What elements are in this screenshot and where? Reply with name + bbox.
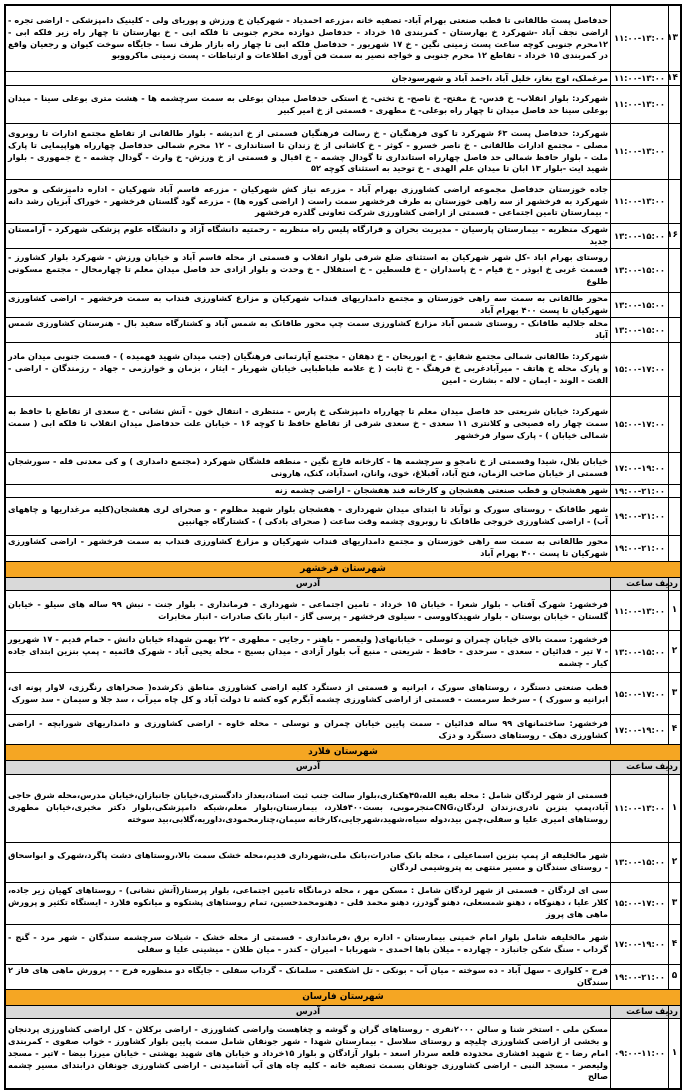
table-row xyxy=(6,452,681,484)
col-header-num: ردیف xyxy=(669,577,681,590)
outage-schedule-page xyxy=(4,4,682,1090)
table-row xyxy=(6,124,681,180)
time-range: ۰۹:۰۰-۱۱:۰۰ xyxy=(611,1019,669,1089)
row-number xyxy=(669,292,681,317)
section-header-row xyxy=(6,745,681,761)
table-row xyxy=(6,72,681,86)
address-text: محور طالقانی به سمت سه راهی خوزستان و مجتمع دامداریهای قنداب شهرکیان و مزارع کشاورزی قنداب به سمت فرخشهر - اراضی کشاورزی شهرکیان تا پست ۴۰۰ بهرام آباد xyxy=(6,292,611,317)
time-range: ۱۳:۰۰-۱۵:۰۰ xyxy=(611,631,669,673)
address-text: قطب صنعتی دستگرد ، روستاهای سورک ، ابرانیه و قسمتی از دستگرد کلیه اراضی کشاورزی مناطق ذکرشده( صحراهای رنگرزی، لاوار پونه ای، ابرانیه و سورک ) - سرخط سرمست - قسمتی از اراضی کشاورزی چشمه آبگرم کوه کشه تا دولت آباد و کل چاه میرآب ، سد جلا و سیمان - سد سورک xyxy=(6,673,611,715)
time-range: ۱۳:۰۰-۱۵:۰۰ xyxy=(611,842,669,882)
address-text: فرح - کلواری - سهل آباد - ده سوخته - میان آب - بونکی - تل اشکفتی - سلمانک - گرداب سفلی - جایگاه دو منظوره فرح - - پرورش ماهی های فاز ۲ سندگان xyxy=(6,964,611,989)
time-range: ۱۹:۰۰-۲۱:۰۰ xyxy=(611,497,669,535)
row-number xyxy=(669,535,681,561)
row-number: ۱۴ xyxy=(669,72,681,86)
time-range: ۱۱:۰۰-۱۳:۰۰ xyxy=(611,591,669,631)
table-row xyxy=(6,497,681,535)
schedule-table xyxy=(5,5,681,1089)
col-header-address: آدرس xyxy=(6,761,611,774)
address-text: روستای بهرام اباد -کل شهر شهرکیان به استثنای ضلع شرقی بلوار انقلاب و قسمتی از محله قاسم آباد و خیابان ورزش - شهرکرد بلوار کشاورز - قسمت غربی خ ابوذر - خ قیام - خ پاسداران - خ فلسطین - خ استقلال - خ وحدت و بلوار ازادی حد فاصل میدان معلم تا چهارمحال - مجتمع مسکونی طلوع xyxy=(6,248,611,292)
table-row xyxy=(6,180,681,224)
col-header-time: ساعت xyxy=(611,761,669,774)
address-text: شهر طاقانک - روستای سورک و نوآباد تا ابتدای میدان شهرداری - هفشجان بلوار شهید مظلوم - و صحرای لری هفشجان(کلیه مرغداریها و چاههای آب) - اراضی کشاورزی خروجی طاقانک تا روبروی چشمه وقت ساعت ( صحرای بادکی ) - کشتارگاه جهانبین xyxy=(6,497,611,535)
row-number: ۳ xyxy=(669,673,681,715)
table-row xyxy=(6,673,681,715)
row-number: ۱ xyxy=(669,1019,681,1089)
time-range: ۱۱:۰۰-۱۳:۰۰ xyxy=(611,124,669,180)
row-number: ۳ xyxy=(669,882,681,924)
table-row xyxy=(6,631,681,673)
col-header-num: ردیف xyxy=(669,1005,681,1018)
address-text: مسکن ملی - استخر شنا و سالن ۲۰۰۰نفری - روستاهای گران و گوشه و چغاهست واراضی کشاورزی - اراضی برکلان - کل اراضی کشاورزی پردنجان و بخشی از اراضی کشاورزی چلیچه و روستای سلاسل - بیمارستان شهدا - شهر جونقان شامل سمت پایین بلوار کشاورز - خواب صفوی - کمربندی امام رضا - خ شهید افشاری محدوده قلعه سردار اسعد - بلوار آزادگان و بلوار ۱۵خرداد و خیابان های شهید بهشتی - خیابان میرزا بیضا - ۷تیر - مسجد ولیعصر - مسجد النبی - اراضی کشاورزی جونقان بسمت تصفیه خانه - کلیه چاه های آب آشامیدنی - اراضی کشاورزی جونقان درابتدای مسیر چشمه صالح xyxy=(6,1019,611,1089)
row-number: ۱ xyxy=(669,591,681,631)
table-row xyxy=(6,396,681,452)
table-row xyxy=(6,715,681,745)
time-range: ۱۵:۰۰-۱۷:۰۰ xyxy=(611,673,669,715)
section-header-row xyxy=(6,989,681,1005)
time-range: ۱۳:۰۰-۱۵:۰۰ xyxy=(611,248,669,292)
table-row xyxy=(6,774,681,842)
row-number: ۱۶ xyxy=(669,224,681,249)
address-text: خیابان بلال، شیدا وقسمتی از خ نامجو و سرچشمه ها - کارخانه قارچ نگین - منطقه فلشگان شهرکرد (مجتمع دامداری ) و کی معدنی قله - سورشجان قسمتی از خیابان صاحب الزمان، فتح آباد، آقبلاغ، خوی، وانان، اسدآباد، کنک، هارونی xyxy=(6,452,611,484)
address-text: شهرکرد: خیابان شریعتی حد فاصل میدان معلم تا چهارراه دامپزشکی خ پارس - منتظری - انتقال خون - آتش نشانی - خ سعدی از تقاطع با حافظ به سمت چهار راه فصیحی و کلانتری ۱۱ سعدی - خ سعدی شرقی از تقاطع حافظ تا کوچه ۱۶ - خیابان علت حدفاصل میدان انقلاب تا فلکه ابی ( سمت شمالی خیابان ) - پارک سوار فرخشهر xyxy=(6,396,611,452)
row-number: ۱۳ xyxy=(669,6,681,72)
table-row xyxy=(6,292,681,317)
address-text: سی ای لردگان - قسمتی از شهر لردگان شامل : مسکن مهر ، محله درمانگاه تامین اجتماعی، بلوار پرستار(آتش نشانی) - روستاهای کهیان زیر جاده، کلار علیا ، دهنوکاه ، دهنو شمسعلی، دهنو گودرز، دهنو محمد قلی - دهنومحمدحسین، تمام روستاهای پشتکوه و میانکوه فلارد - ایستگاه تکثیر و پرورش ماهی های پروز xyxy=(6,882,611,924)
column-header-row xyxy=(6,577,681,590)
section-header-row xyxy=(6,561,681,577)
address-text: شهر مالخلیفه شامل بلوار امام خمینی بیمارستان - اداره برق ،فرمانداری - قسمتی از محله خشک - شیلات سرچشمه سندگان - شهر مرد - گنج - گرداب - سنگ شکن جانبازد - چهارده - میلان باها احمدی - شهربابا - امیران - کندر - میان طلان - میشینی علیا و سفلی xyxy=(6,924,611,964)
row-number xyxy=(669,484,681,497)
time-range: ۱۷:۰۰-۱۹:۰۰ xyxy=(611,715,669,745)
section-title: شهرستان فرخشهر xyxy=(6,561,681,577)
col-header-num: ردیف xyxy=(669,761,681,774)
address-text: حدفاصل پست طالقانی تا قطب صنعتی بهرام آباد- تصفیه خانه ،مزرعه احمدیاد - شهرکیان خ ورزش و پوریای ولی - کلینیک دامپزشکی - اراضی تجره - اراضی نجف آباد -شهرکرد خ بهارستان - کمربندی ۱۵ خرداد - حدفاصل دوازده محرم جنوبی تا فلکه ابی - خ بهارستان تا چهار راه زیر فلکه ابی - ۱۲محرم جنوبی کوچه ساعت پست زمینی نگین - خ ۱۷ شهریور - حدفاصل فلکه ابی تا چهار راه بازار طرف نسا - جایگاه سوخت کیوان و رجعیان واقع در کمربندی ۱۵ خرداد - تقاطع ۱۲ محرم جنوبی و خواجه نصیر به سمت فن آوری اطلاعات و ارتباطات - پست زمینی ماکرووبو xyxy=(6,6,611,72)
address-text: فرخشهر: ساختمانهای ۹۹ ساله فدائیان - سمت پایین خیابان چمران و توسلی - محله خاوه - اراضی کشاورزی و دامداریهای شورابچه - اراضی کشاورزی دهک - روستاهای دستگرد و دزک xyxy=(6,715,611,745)
row-number xyxy=(669,86,681,124)
section-title: شهرستان فارسان xyxy=(6,989,681,1005)
time-range: ۱۳:۰۰-۱۵:۰۰ xyxy=(611,292,669,317)
table-row xyxy=(6,86,681,124)
time-range: ۱۵:۰۰-۱۷:۰۰ xyxy=(611,882,669,924)
address-text: قسمتی از شهر لردگان شامل : محله بقیه الله،۴۵هکتاری،بلوار سالت جنب ثبت اسناد،بعداز دادگستری،خیابان جانبازان،خیابان مدرس،محله شرق حاجی آباد،پمپ بنزین نادری،زندان لردگان،CNGمنجرمویی، بست۴۰۰فلارد، بیمارستان،بلوار معلم،شبکه دامپزشکی،بلوار دکتر مخبری،خیابان مطهری روستاهای امیری علیا و سفلی،چمن بید،دوله سیاه،شهید،شهرجایی،کارخانه سیمان،چنارمحمودی،داوریه،گلابی،بید سوخته xyxy=(6,774,611,842)
time-range: ۱۷:۰۰-۱۹:۰۰ xyxy=(611,924,669,964)
table-row xyxy=(6,317,681,342)
col-header-address: آدرس xyxy=(6,1005,611,1018)
time-range: ۱۱:۰۰-۱۳:۰۰ xyxy=(611,774,669,842)
row-number: ۴ xyxy=(669,924,681,964)
row-number: ۴ xyxy=(669,715,681,745)
address-text: محله جلالیه طاقانک - روستای شمس آباد مزارع کشاورزی سمت چپ محور طاقانک به شمس آباد و کشتارگاه سفید بال - هنرستان کشاورزی شمس آباد xyxy=(6,317,611,342)
row-number xyxy=(669,317,681,342)
row-number: ۲ xyxy=(669,631,681,673)
table-row xyxy=(6,882,681,924)
address-text: مرغملک، اوج بغاز، خلیل آباد ،احمد آباد و شهرسودجان xyxy=(6,72,611,86)
column-header-row xyxy=(6,761,681,774)
time-range: ۱۵:۰۰-۱۷:۰۰ xyxy=(611,396,669,452)
row-number: ۱ xyxy=(669,774,681,842)
address-text: شهرک منظریه - بیمارستان پارسیان - مدیریت بحران و قرارگاه پلیس راه منظریه - رحمتیه دانشگاه آزاد و دانشگاه علوم پزشکی شهرکرد - آرامستان جدید xyxy=(6,224,611,249)
row-number xyxy=(669,180,681,224)
section-title: شهرستان فلارد xyxy=(6,745,681,761)
time-range: ۱۷:۰۰-۱۹:۰۰ xyxy=(611,452,669,484)
address-text: شهرکرد: طالقانی شمالی مجتمع شقایق - خ ابوریحان - خ دهقان - مجتمع آپارتمانی فرهنگیان (جنب میدان شهید فهمیده ) - قسمت جنوبی میدان مادر و پارک محله خ هاتف - میرآبادغربی خ فرهنگ - خ ثابت ( خ علامه طباطبایی خیابان شهریار - ایثار ، بزمان و خوارزمی - جهاد - رزمندگان - اراضی - الفت - الوند - ایمان - لاله - بشارت - امین xyxy=(6,342,611,396)
address-text: محور طالقانی به سمت سه راهی خوزستان و مجتمع دامداریهای قنداب شهرکیان و مزارع کشاورزی قنداب به سمت فرخشهر - اراضی کشاورزی شهرکیان تا پست ۴۰۰ بهرام آباد xyxy=(6,535,611,561)
row-number: ۲ xyxy=(669,842,681,882)
row-number xyxy=(669,396,681,452)
time-range: ۱۳:۰۰-۱۵:۰۰ xyxy=(611,224,669,249)
table-row xyxy=(6,484,681,497)
time-range: ۱۱:۰۰-۱۳:۰۰ xyxy=(611,180,669,224)
col-header-address: آدرس xyxy=(6,577,611,590)
table-row xyxy=(6,6,681,72)
row-number xyxy=(669,124,681,180)
row-number: ۵ xyxy=(669,964,681,989)
address-text: فرخشهر: سمت بالای خیابان چمران و توسلی - خیابانهای( ولیعصر - باهنر - رجایی - مطهری - ۲۲ بهمن شهداء خیابان دانش - حمام قدیم - ۱۷ شهریور - ۷ تیر - فدائیان - سعدی - سرحدی - حافظ - شریعتی - منبع آب بلوار آزادی - میدان بسیج - محله یحیی آباد - شهرک قائمیه - پمپ بنزین ابتدای جاده کیار - چشمه xyxy=(6,631,611,673)
address-text: شهرکرد: حدفاصل پست ۶۳ شهرکرد تا کوی فرهنگیان - خ رسالت فرهنگیان قسمتی از خ اندیشه - بلوار طالقانی از تقاطع مجتمع ادارات تا روبروی مصلی - مجتمع ادارات طالقانی - خ ناصر خسرو - کوثر - خ کاشانی از خ زندان تا استانداری - ۱۲ محرم شمالی حدفاصل چهارراه هواپیمایی تا پارک ملت - بلوار حافظ شمالی حد فاصل چهارراه استانداری تا گودال چشمه - خ اقبال و قسمتی از خ ورزش- خ وارث - گودال چشمه - خ جمهوری - بلوار شهید ایت -بلوار ۱۳ ابان تا میدان علم الهدی - خ توحید به استثنای کوچه ۵۲ xyxy=(6,124,611,180)
col-header-time: ساعت xyxy=(611,1005,669,1018)
table-row xyxy=(6,924,681,964)
address-text: شهرکرد: بلوار انقلاب- خ قدس- خ مفتح- خ ناصح- خ تختی- خ استکی حدفاصل میدان بوعلی به سمت سرچشمه ها - هشت متری بوعلی سینا - میدان بوعلی سینا حد فاصل میدان تا چهار راه بوعلی- خ مطهری - قسمتی از خ امیر کبیر xyxy=(6,86,611,124)
table-row xyxy=(6,248,681,292)
address-text: فرخشهر: شهرک آفتاب - بلوار شعرا - خیابان ۱۵ خرداد - تامین اجتماعی - شهرداری - فرمانداری - بلوار جنت - نبش ۹۹ ساله های سیلو - خیابان گلستان - خیابان بوستان - بلوار شهیدکاووسی - سیلوی فرخشهر - پرسی گاز - انبار بانک صادرات - انبار مخابرات xyxy=(6,591,611,631)
time-range: ۱۱:۰۰-۱۳:۰۰ xyxy=(611,6,669,72)
row-number xyxy=(669,342,681,396)
time-range: ۱۵:۰۰-۱۷:۰۰ xyxy=(611,342,669,396)
table-row xyxy=(6,842,681,882)
row-number xyxy=(669,497,681,535)
address-text: شهر مالخلیفه از پمپ بنزین اسماعیلی ، محله بانک صادرات،بانک ملی،شهرداری قدیم،محله خشک سمت بالا،روستاهای دشت پاگرد،شهرک و ابواسحاق - روستای سندگان و مسیر منتهی به پتروشیمی لردگان xyxy=(6,842,611,882)
time-range: ۱۳:۰۰-۱۵:۰۰ xyxy=(611,317,669,342)
table-row xyxy=(6,1019,681,1089)
time-range: ۱۱:۰۰-۱۳:۰۰ xyxy=(611,86,669,124)
time-range: ۱۱:۰۰-۱۳:۰۰ xyxy=(611,72,669,86)
time-range: ۱۹:۰۰-۲۱:۰۰ xyxy=(611,535,669,561)
time-range: ۱۹:۰۰-۲۱:۰۰ xyxy=(611,964,669,989)
table-row xyxy=(6,591,681,631)
table-row xyxy=(6,964,681,989)
row-number xyxy=(669,248,681,292)
table-row xyxy=(6,535,681,561)
col-header-time: ساعت xyxy=(611,577,669,590)
address-text: شهر هفشجان و قطب صنعتی هفشجان و کارخانه قند هفشجان - اراضی چشمه زنه xyxy=(6,484,611,497)
column-header-row xyxy=(6,1005,681,1018)
time-range: ۱۹:۰۰-۲۱:۰۰ xyxy=(611,484,669,497)
row-number xyxy=(669,452,681,484)
address-text: جاده خوزستان حدفاصل مجموعه اراضی کشاورزی بهرام آباد - مزرعه نیاز کش شهرکیان - مزرعه قاسم آباد شهرکیان - اداره دامپزشکی و محور شهرکرد به فرخشهر از سه راهی خوزستان به طرف فرخشهر سمت راست ( اراضی کوره ها) - مزرعه گود گلستان فرخشهر - خوراک آبزیان رشد دانه - بیمارستان تامین اجتماعی - قسمتی از اراضی کشاورزی شرکت تعاونی گلدره فرخشهر xyxy=(6,180,611,224)
table-row xyxy=(6,342,681,396)
table-row xyxy=(6,224,681,249)
